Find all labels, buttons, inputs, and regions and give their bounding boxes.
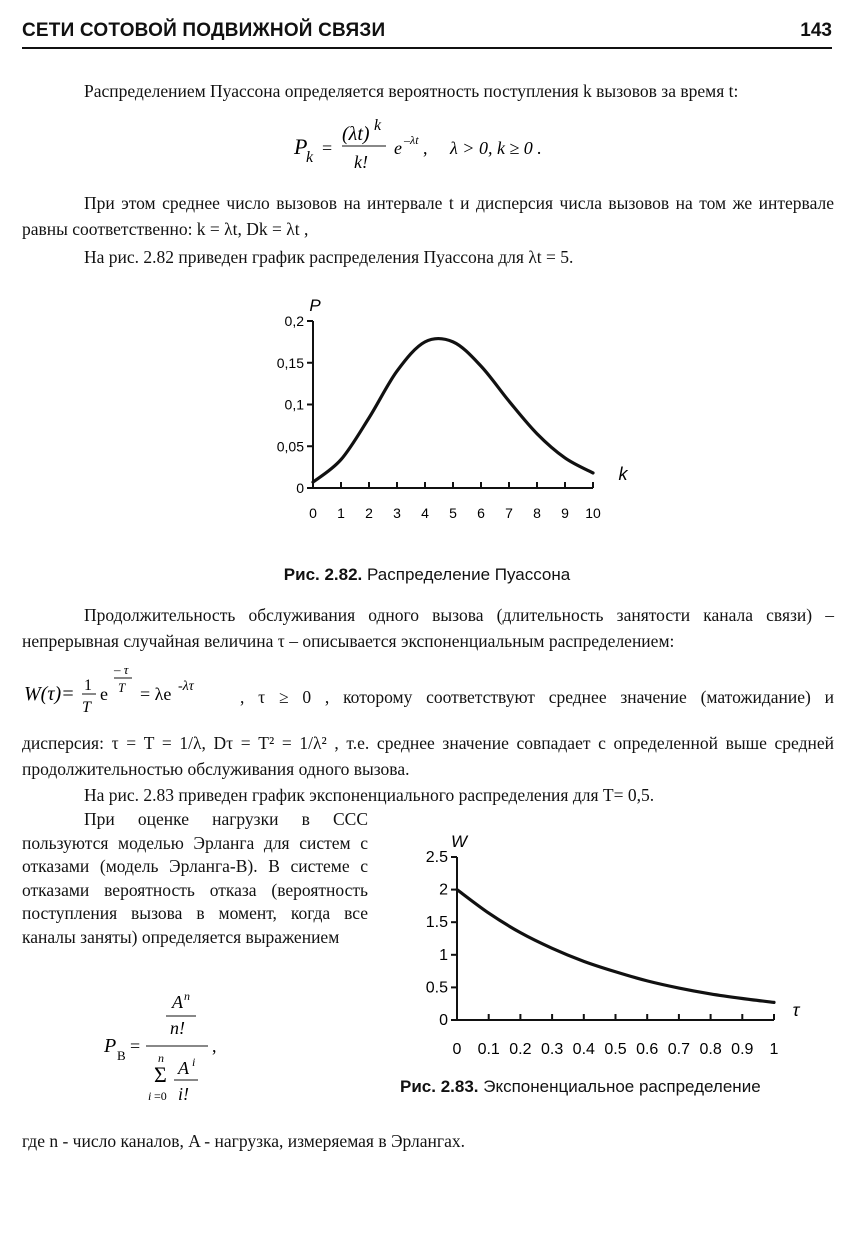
x-tick-label: 0.3 (540, 1041, 564, 1058)
paragraph-fig-2-83-ref: На рис. 2.83 приведен график экспоненциального распределения для T= 0,5. (84, 785, 655, 805)
svg-text:= λe: = λe (140, 684, 172, 704)
y-axis-label: P (309, 296, 321, 315)
x-tick-label: 0 (309, 505, 317, 521)
svg-text:n!: n! (170, 1018, 185, 1038)
page-number: 143 (800, 20, 832, 41)
paragraph-mean-variance: При этом среднее число вызовов на интервале t и дисперсия числа вызовов на том же интервале равны соответственно: k = λt, Dk = λt , (22, 193, 834, 239)
y-tick-label: 0,1 (284, 396, 304, 413)
paragraph-service-duration: Продолжительность обслуживания одного вызова (длительность занятости канала связи) – непрерывная случайная величина τ – описывается экспоненциальным распределением: (22, 605, 834, 651)
header-rule (22, 47, 832, 49)
y-tick-label: 1.5 (425, 914, 448, 932)
formula-poisson-conditions: λ > 0, k ≥ 0 . (450, 138, 542, 158)
y-axis-label: W (450, 832, 468, 851)
svg-text:,: , (212, 1036, 217, 1056)
figure-2-82-title: Распределение Пуассона (367, 565, 571, 584)
x-tick-label: 1 (337, 505, 345, 521)
x-tick-label: 2 (365, 505, 373, 521)
formula-erlang-b (100, 990, 260, 1110)
series-line (313, 339, 593, 483)
svg-text:A: A (178, 1058, 189, 1078)
y-tick-label: 0,15 (276, 354, 304, 371)
svg-text:e: e (100, 684, 108, 704)
svg-text:k: k (306, 149, 314, 166)
svg-text:– τ: – τ (114, 662, 129, 677)
x-tick-label: 9 (561, 505, 569, 521)
paragraph-erlang: При оценке нагрузки в ССС пользуются моделью Эрланга для систем с отказами (модель Эрланга-B). В системе с отказами вероятность отказа (вероятность поступления вызова в момент, когда все каналы заняты) определяется выражением (22, 809, 368, 947)
svg-text:Σ: Σ (154, 1062, 167, 1087)
svg-text:e: e (394, 138, 402, 158)
svg-text:,: , (423, 138, 428, 158)
paragraph-exponential-variance: дисперсия: τ = T = 1/λ, Dτ = T² = 1/λ² , т.е. среднее значение совпадает с определенной выше средней продолжительностью обслуживания одного вызова. (22, 733, 834, 779)
figure-2-82-label: Рис. 2.82. (283, 565, 363, 584)
x-tick-label: 0.8 (699, 1041, 722, 1058)
svg-text:i!: i! (178, 1084, 189, 1104)
svg-text:-λτ: -λτ (178, 679, 194, 694)
series-line (457, 890, 774, 1003)
x-tick-label: 0.4 (572, 1041, 595, 1058)
svg-text:=: = (130, 1036, 141, 1056)
svg-text:P: P (104, 1035, 117, 1057)
svg-text:1: 1 (84, 677, 92, 694)
paragraph-poisson-intro: Распределением Пуассона определяется вероятность поступления k вызовов за время t: (84, 81, 739, 101)
y-tick-label: 0.5 (425, 979, 448, 997)
x-tick-label: 6 (477, 505, 485, 521)
x-tick-label: 3 (393, 505, 401, 521)
paragraph-fig-2-82-ref: На рис. 2.82 приведен график распределения Пуассона для λt = 5. (84, 247, 574, 267)
y-tick-label: 1 (439, 946, 448, 964)
figure-2-83-label: Рис. 2.83. (400, 1077, 479, 1096)
running-header-title: СЕТИ СОТОВОЙ ПОДВИЖНОЙ СВЯЗИ (22, 20, 386, 41)
x-tick-label: 0.9 (731, 1041, 754, 1058)
svg-text:A: A (172, 992, 183, 1012)
svg-text:i: i (148, 1089, 152, 1103)
formula-exponential-tail: , τ ≥ 0 , которому соответствуют среднее значение (матожидание) и (240, 687, 834, 707)
x-axis-label: τ (792, 1000, 800, 1020)
x-tick-label: 0.2 (509, 1041, 532, 1058)
exponential-chart (408, 820, 818, 1070)
y-tick-label: 2.5 (425, 849, 448, 866)
svg-text:T: T (118, 680, 126, 695)
figure-2-83-caption (400, 1077, 761, 1097)
x-tick-label: 0.1 (477, 1041, 500, 1058)
y-tick-label: 0 (439, 1012, 448, 1029)
svg-text:n: n (184, 990, 190, 1003)
x-tick-label: 10 (585, 505, 601, 521)
svg-text:T: T (82, 699, 91, 716)
y-tick-label: 0,05 (276, 438, 304, 455)
paragraph-erlang-legend: где n - число каналов, A - нагрузка, измеряемая в Эрлангах. (22, 1131, 465, 1151)
x-axis-label: k (618, 464, 628, 484)
y-tick-label: 2 (439, 881, 448, 899)
svg-text:–λt: –λt (404, 133, 419, 147)
x-tick-label: 4 (421, 505, 429, 521)
x-tick-label: 0 (452, 1041, 462, 1058)
y-tick-label: 0,2 (284, 313, 304, 329)
x-tick-label: 0.5 (604, 1041, 627, 1058)
svg-text:i: i (192, 1055, 196, 1069)
svg-text:k: k (374, 117, 382, 134)
y-tick-label: 0 (296, 480, 304, 496)
figure-2-83-title: Экспоненциальное распределение (483, 1077, 761, 1096)
figure-2-82-caption (0, 565, 854, 585)
svg-text:=0: =0 (154, 1089, 167, 1103)
x-tick-label: 0.6 (636, 1041, 659, 1058)
x-tick-label: 5 (449, 505, 457, 521)
x-tick-label: 0.7 (667, 1041, 691, 1058)
x-tick-label: 1 (769, 1041, 779, 1058)
x-tick-label: 7 (505, 505, 513, 521)
svg-text:=: = (322, 138, 333, 158)
poisson-chart (250, 288, 650, 528)
svg-text:W(τ)=: W(τ)= (24, 683, 75, 705)
x-tick-label: 8 (533, 505, 541, 521)
svg-text:(λt): (λt) (342, 123, 370, 145)
svg-text:n: n (158, 1051, 164, 1065)
svg-text:P: P (294, 134, 308, 159)
svg-text:k!: k! (354, 152, 368, 172)
formula-poisson (290, 112, 620, 182)
svg-text:B: B (117, 1048, 126, 1063)
